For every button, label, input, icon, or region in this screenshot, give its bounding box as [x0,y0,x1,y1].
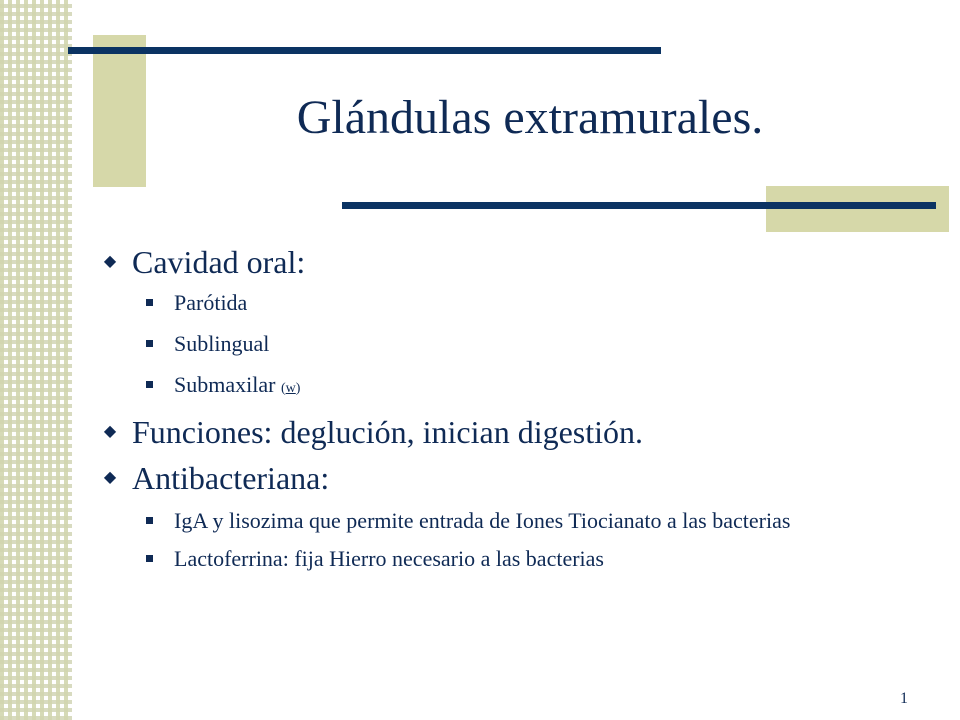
bullet-text: Cavidad oral: [132,244,306,280]
sub-bullet-submaxilar [146,372,930,402]
sub-bullet-parotida [146,290,930,316]
square-bullet-icon [146,381,153,388]
slide-title: Glándulas extramurales. [296,91,764,144]
diamond-bullet-icon: ◆ [103,253,117,270]
link-group [281,381,300,396]
bullet-funciones [100,412,930,452]
sub-bullet-lactoferrina [146,546,930,572]
decorative-bottom-bar [342,202,936,209]
reference-link[interactable]: w [285,381,296,396]
sub-bullet-text: Sublingual [174,331,270,356]
bullet-cavidad-oral [100,242,930,282]
square-bullet-icon [146,517,153,524]
decorative-olive-block-right [766,186,949,232]
bullet-text: Antibacteriana: [132,460,330,496]
square-bullet-icon [146,299,153,306]
page-number: 1 [900,690,908,707]
slide-content [100,242,930,572]
square-bullet-icon [146,340,153,347]
sub-bullet-iga [146,508,930,534]
sub-bullet-sublingual [146,331,930,357]
sub-bullet-text: Parótida [174,290,248,315]
bullet-text: Funciones: deglución, inician digestión. [132,414,644,450]
bullet-antibacteriana [100,458,930,498]
diamond-bullet-icon: ◆ [103,469,117,486]
sub-bullet-text: IgA y lisozima que permite entrada de Iones Tiocianato a las bacterias [174,508,791,533]
decorative-top-bar [68,47,661,54]
diamond-bullet-icon: ◆ [103,423,117,440]
sub-bullet-text: Submaxilar [174,372,281,397]
sub-bullet-text: Lactoferrina: fija Hierro necesario a las bacterias [174,546,604,571]
link-close-paren: ) [295,381,301,396]
link-open-paren: ( [280,381,286,396]
square-bullet-icon [146,555,153,562]
